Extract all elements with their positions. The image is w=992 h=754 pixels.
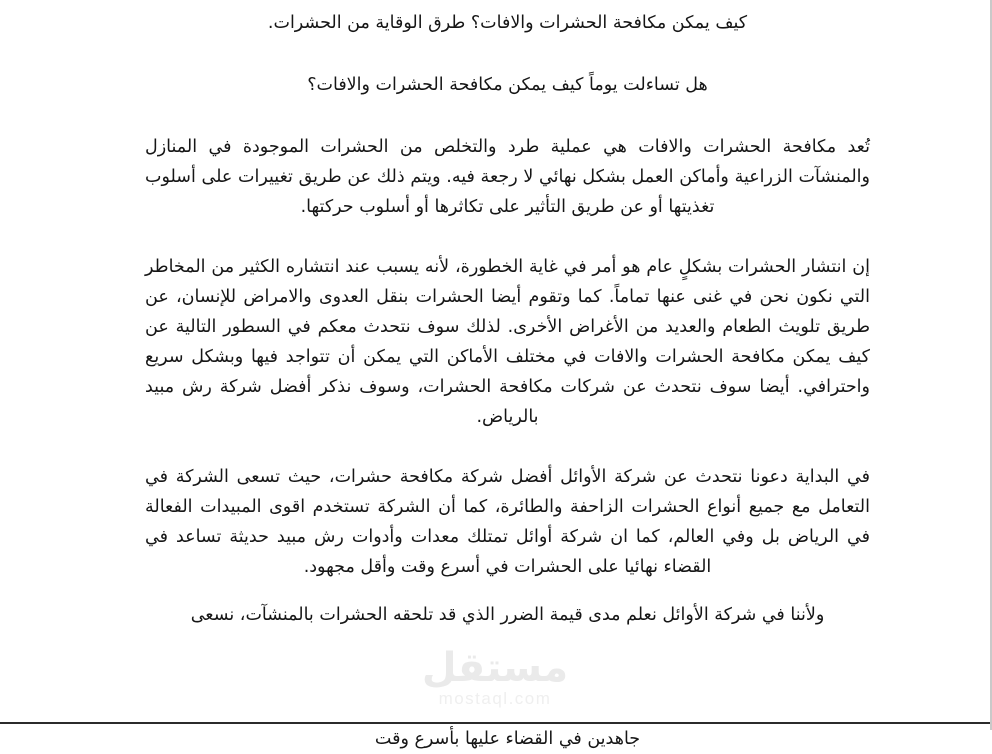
clipped-next-line: جاهدين في القضاء عليها بأسرع وقت: [374, 729, 641, 749]
document-heading-line: كيف يمكن مكافحة الحشرات والافات؟ طرق الوقاية من الحشرات.: [267, 13, 748, 33]
paragraph-company: في البداية دعونا نتحدث عن شركة الأوائل أفضل شركة مكافحة حشرات، حيث تسعى الشركة في التعامل مع جميع أنواع الحشرات الزاحفة والطائرة، كما أن الشركة تستخدم اقوى المبيدات الفعالة في الرياض بل وفي العالم، كما ان شركة أوائل تمتلك معدات وأدوات رش مبيد حديثة تساعد في القضاء نهائيا على الحشرات في أسرع وقت وأقل مجهود.: [145, 467, 870, 577]
paragraph-spacer: [145, 432, 870, 462]
paragraph-danger: إن انتشار الحشرات بشكلٍ عام هو أمر في غاية الخطورة، لأنه يسبب عند انتشاره الكثير من المخاطر التي نكون نحن في غنى عنها تماماً. كما وتقوم أيضا الحشرات بنقل العدوى والامراض للإنسان، عن طريق تلويث الطعام والعديد من الأغراض الأخرى. لذلك سوف نتحدث معكم في السطور التالية عن كيف يمكن مكافحة الحشرات والافات في مختلف الأماكن التي يمكن أن تتواجد فيها وبشكل سريع واحترافي. أيضا سوف نتحدث عن شركات مكافحة الحشرات، وسوف نذكر أفضل شركة رش مبيد بالرياض.: [145, 257, 870, 427]
paragraph-damage: ولأننا في شركة الأوائل نعلم مدى قيمة الضرر الذي قد تلحقه الحشرات بالمنشآت، نسعى: [190, 605, 825, 625]
document-text-body: [145, 8, 870, 630]
paragraph-spacer: [145, 100, 870, 132]
paragraph-spacer: [145, 582, 870, 600]
watermark-arabic-text: مستقل: [421, 645, 569, 691]
paragraph-definition: تُعد مكافحة الحشرات والافات هي عملية طرد والتخلص من الحشرات الموجودة في المنازل والمنشآت الزراعية وأماكن العمل بشكل نهائي لا رجعة فيه. ويتم ذلك عن طريق تغييرات على أسلوب تغذيتها أو عن طريق التأثير على تكاثرها أو أسلوب حركتها.: [145, 137, 870, 217]
watermark-latin-text: mostaql.com: [438, 689, 552, 708]
paragraph-spacer: [145, 38, 870, 70]
paragraph-question: هل تساءلت يوماً كيف يمكن مكافحة الحشرات والافات؟: [307, 75, 708, 95]
page-bottom-rule: [0, 722, 990, 724]
paragraph-spacer: [145, 222, 870, 252]
watermark: [0, 645, 990, 708]
